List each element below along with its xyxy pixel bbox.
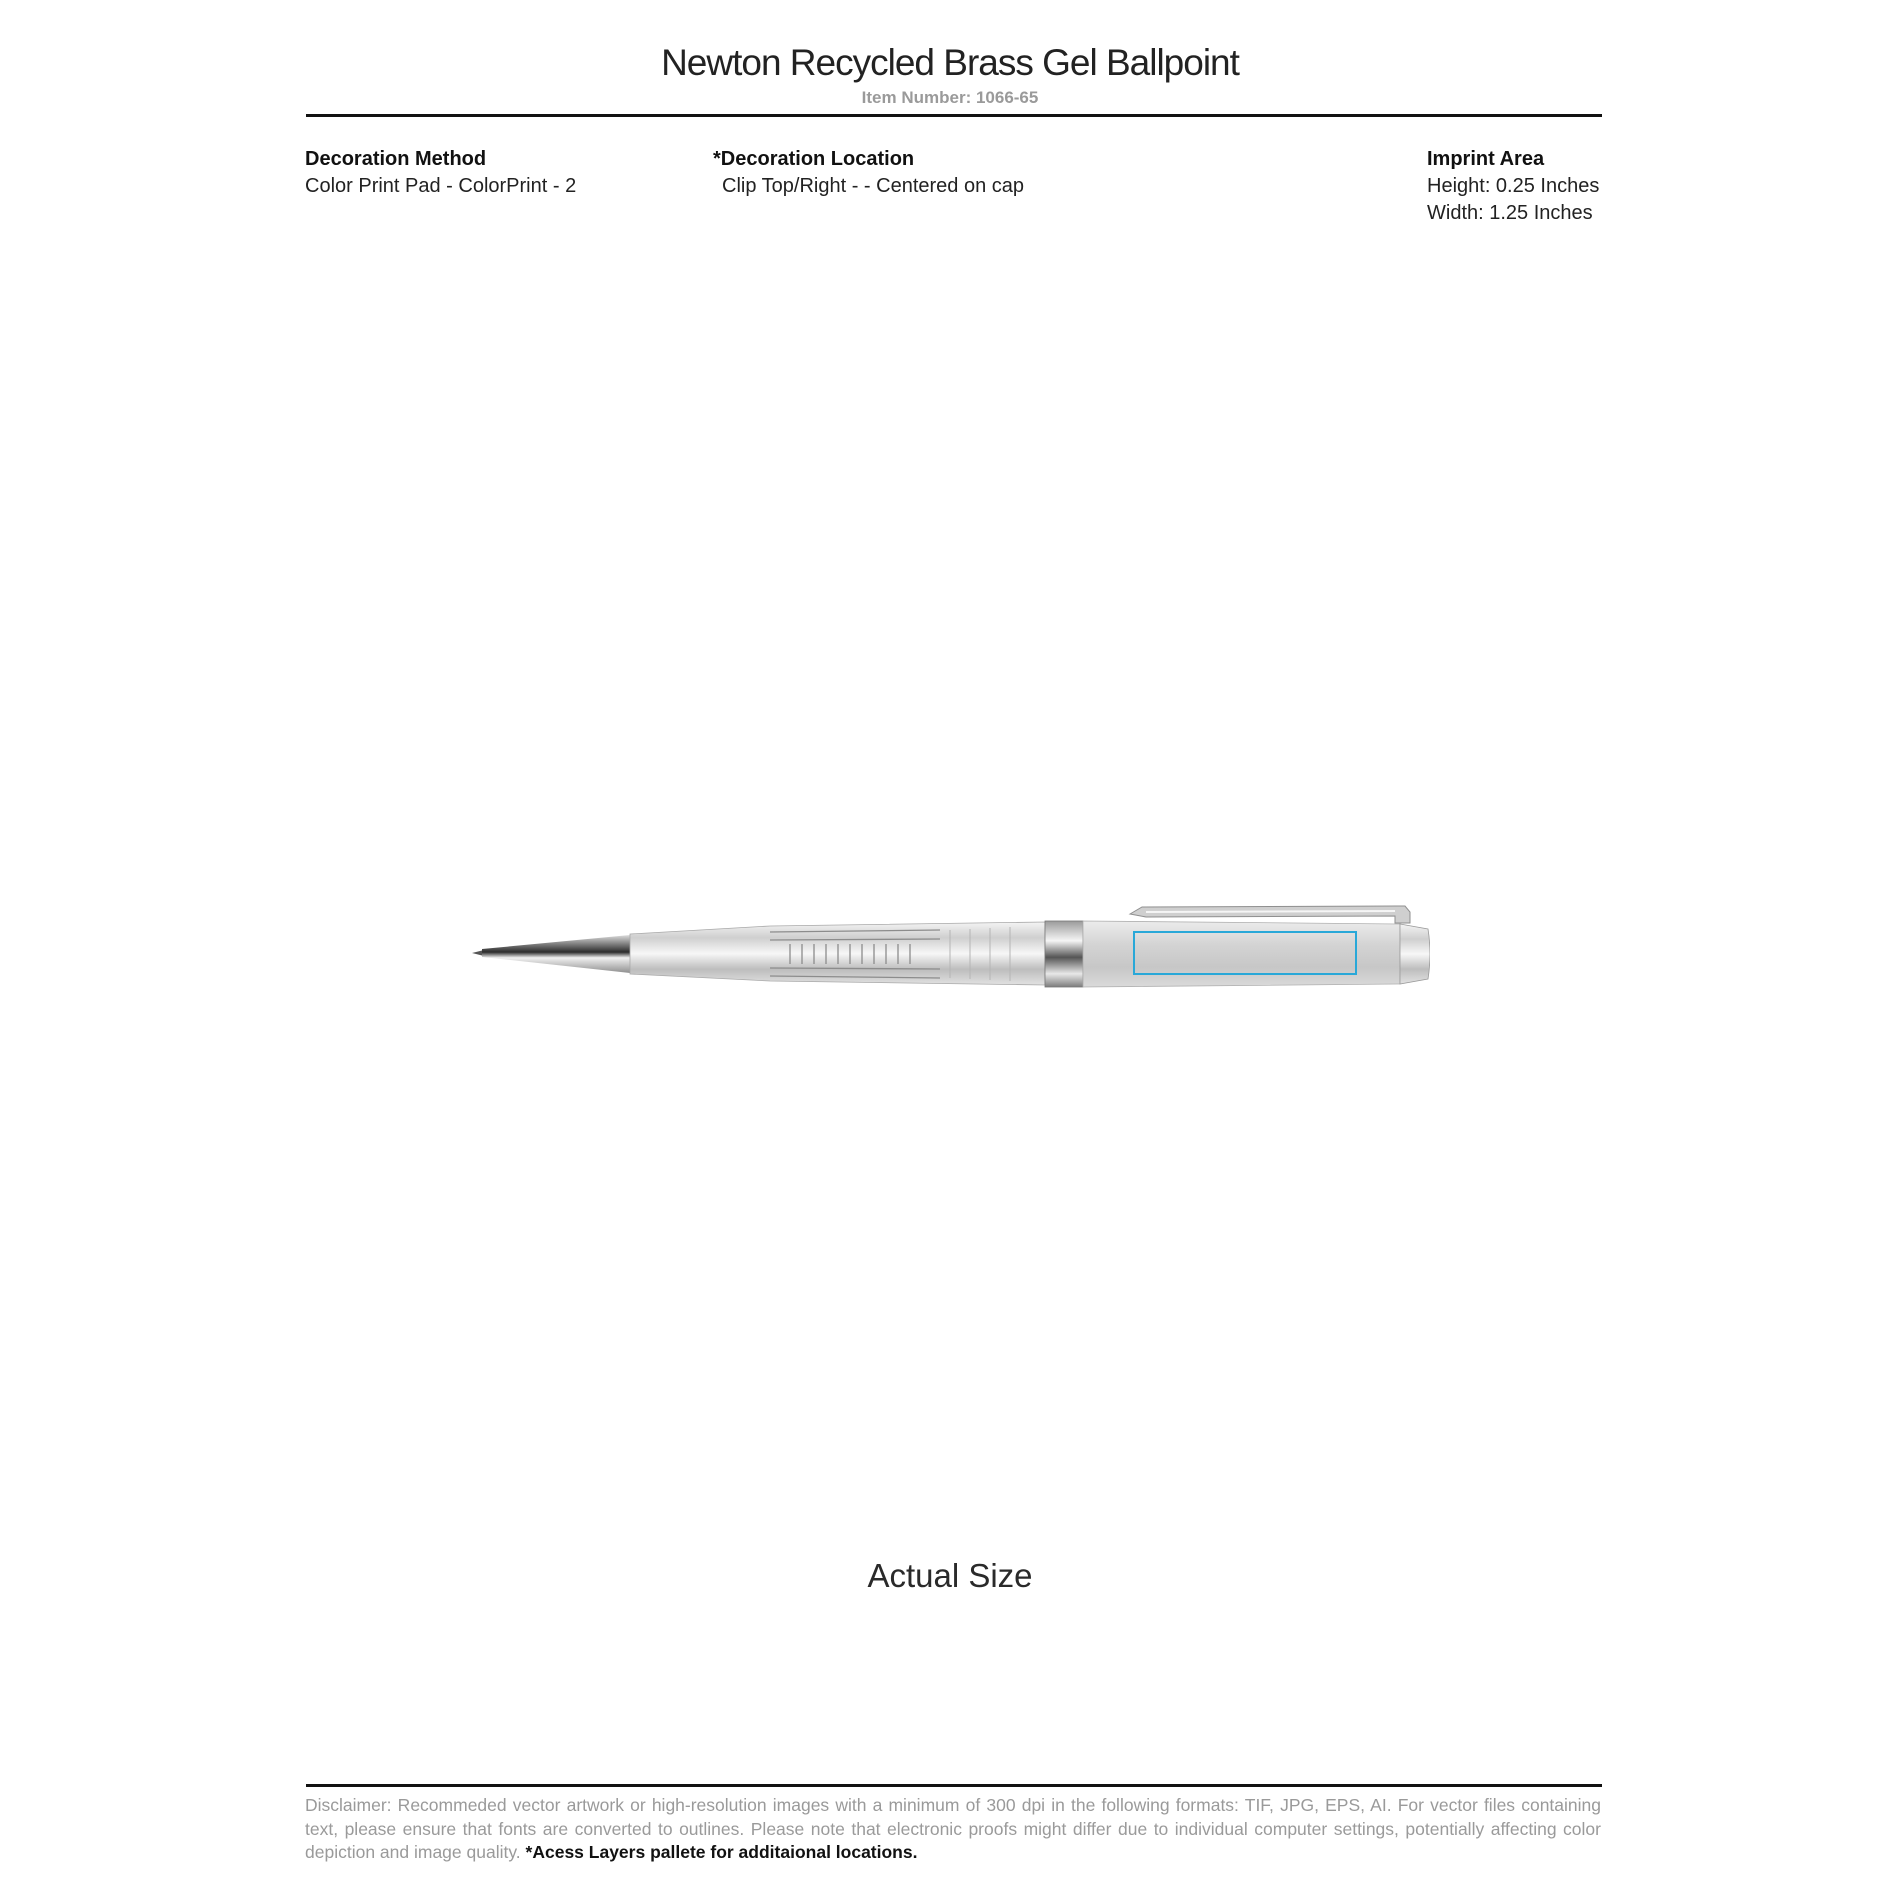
layers-note: *Acess Layers pallete for additaional locations. bbox=[525, 1842, 918, 1862]
decoration-location-heading: *Decoration Location bbox=[713, 148, 915, 170]
actual-size-label: Actual Size bbox=[867, 1557, 1033, 1594]
pen-cap bbox=[1083, 921, 1400, 987]
imprint-height: Height: 0.25 Inches bbox=[1427, 175, 1600, 197]
item-number: Item Number: 1066-65 bbox=[861, 88, 1039, 107]
decoration-location-value: Clip Top/Right - - Centered on cap bbox=[722, 175, 1025, 197]
decoration-method-block bbox=[305, 146, 576, 200]
decoration-location-block bbox=[713, 146, 1024, 200]
pen-center-ring bbox=[1045, 921, 1083, 987]
disclaimer-text: Disclaimer: Recommeded vector artwork or high-resolution images with a minimum of 300 dpi in the following formats: TIF, JPG, EPS, AI. For vector files containing text, please ensure that fonts are converted to outlines. Please note that electronic proofs might differ due to individual computer settings, potentially affecting color depiction and image quality. bbox=[305, 1795, 1601, 1862]
decoration-method-value: Color Print Pad - ColorPrint - 2 bbox=[305, 175, 577, 197]
decoration-method-heading: Decoration Method bbox=[305, 148, 487, 170]
footer-divider bbox=[306, 1784, 1602, 1787]
pen-clip bbox=[1130, 906, 1410, 923]
disclaimer bbox=[305, 1794, 1601, 1865]
header-divider bbox=[306, 114, 1602, 117]
ballpoint-pen-icon bbox=[470, 890, 1430, 1025]
imprint-area-heading: Imprint Area bbox=[1427, 148, 1545, 170]
pen-cap-end bbox=[1400, 924, 1430, 984]
pen-cone bbox=[482, 935, 630, 973]
product-image bbox=[470, 890, 1430, 1025]
imprint-width: Width: 1.25 Inches bbox=[1427, 202, 1593, 224]
page-title: Newton Recycled Brass Gel Ballpoint bbox=[661, 42, 1239, 83]
imprint-area-block bbox=[1427, 146, 1599, 227]
